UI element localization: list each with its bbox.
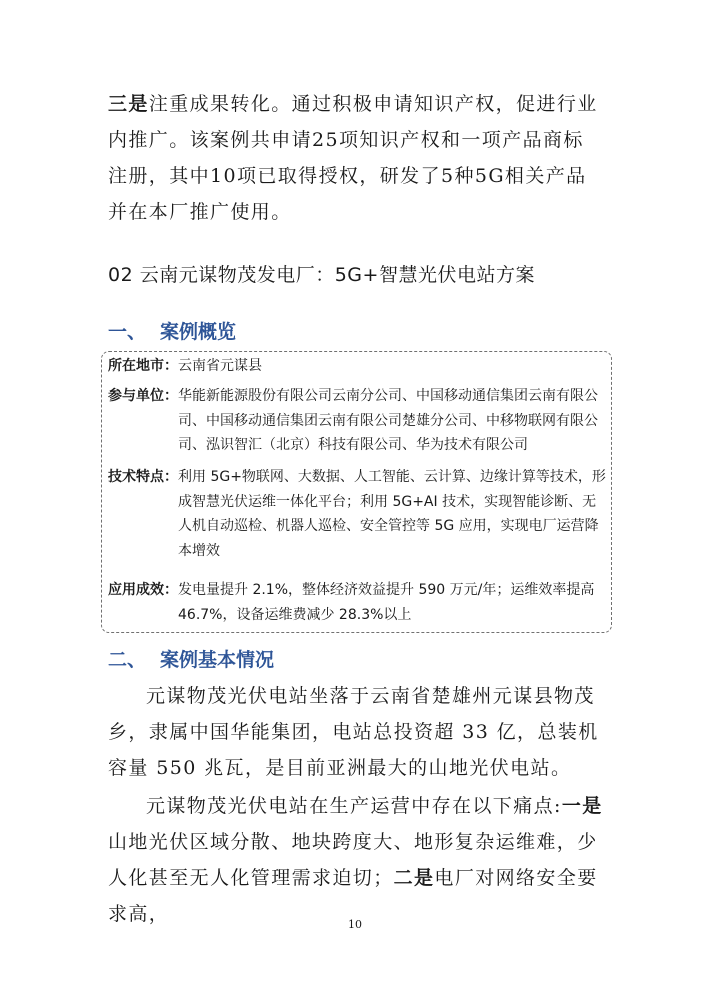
overview-label: 应用成效： [108, 582, 178, 598]
overview-value: 云南省元谋县 [178, 358, 262, 374]
section-number: 一、 [108, 321, 147, 343]
page-number: 10 [348, 918, 362, 931]
overview-row-results [108, 578, 608, 627]
body-text: 元谋物茂光伏电站在生产运营中存在以下痛点: [146, 795, 562, 817]
body-paragraph-2 [108, 788, 604, 932]
overview-value: 华能新能源股份有限公司云南分公司、中国移动通信集团云南有限公司、中国移动通信集团云南有限公司楚雄分公司、中移物联网有限公司、泓识智汇（北京）科技有限公司、华为技术有限公司 [178, 388, 598, 453]
section-heading-basics [108, 646, 274, 674]
overview-label: 参与单位： [108, 388, 178, 404]
section-heading-overview [108, 318, 236, 346]
overview-row-participants [108, 384, 608, 458]
overview-label: 技术特点： [108, 469, 178, 485]
body-lead: 二是 [393, 867, 435, 889]
section-title: 案例基本情况 [160, 649, 275, 671]
overview-value: 发电量提升 2.1%，整体经济效益提升 590 万元/年；运维效率提高 46.7%，设备运维费减少 28.3%以上 [178, 582, 595, 623]
body-text: 元谋物茂光伏电站坐落于云南省楚雄州元谋县物茂乡，隶属中国华能集团，电站总投资超 33 亿，总装机容量 550 兆瓦，是目前亚洲最大的山地光伏电站。 [108, 685, 599, 779]
body-text: 电厂对网络安全要求高， [108, 867, 598, 925]
intro-text: 注重成果转化。通过积极申请知识产权，促进行业内推广。该案例共申请25项知识产权和一项产品商标注册，其中10项已取得授权，研发了5种5G相关产品并在本厂推广使用。 [108, 93, 598, 223]
body-paragraph-1 [108, 678, 604, 786]
overview-label: 所在地市： [108, 358, 178, 374]
intro-lead: 三是 [108, 93, 149, 115]
body-lead: 一是 [561, 795, 603, 817]
case-title: 02 云南元谋物茂发电厂：5G+智慧光伏电站方案 [108, 264, 535, 286]
section-title: 案例概览 [160, 321, 237, 343]
intro-paragraph [108, 86, 604, 230]
overview-value: 利用 5G+物联网、大数据、人工智能、云计算、边缘计算等技术，形成智慧光伏运维一体化平台；利用 5G+AI 技术，实现智能诊断、无人机自动巡检、机器人巡检、安全管控等 5G 应用，实现电厂运营降本增效 [178, 469, 606, 559]
overview-row-tech-features [108, 465, 608, 563]
overview-row-location [108, 354, 608, 379]
section-number: 二、 [108, 649, 147, 671]
body-text: 山地光伏区域分散、地块跨度大、地形复杂运维难，少人化甚至无人化管理需求迫切； [108, 831, 598, 889]
